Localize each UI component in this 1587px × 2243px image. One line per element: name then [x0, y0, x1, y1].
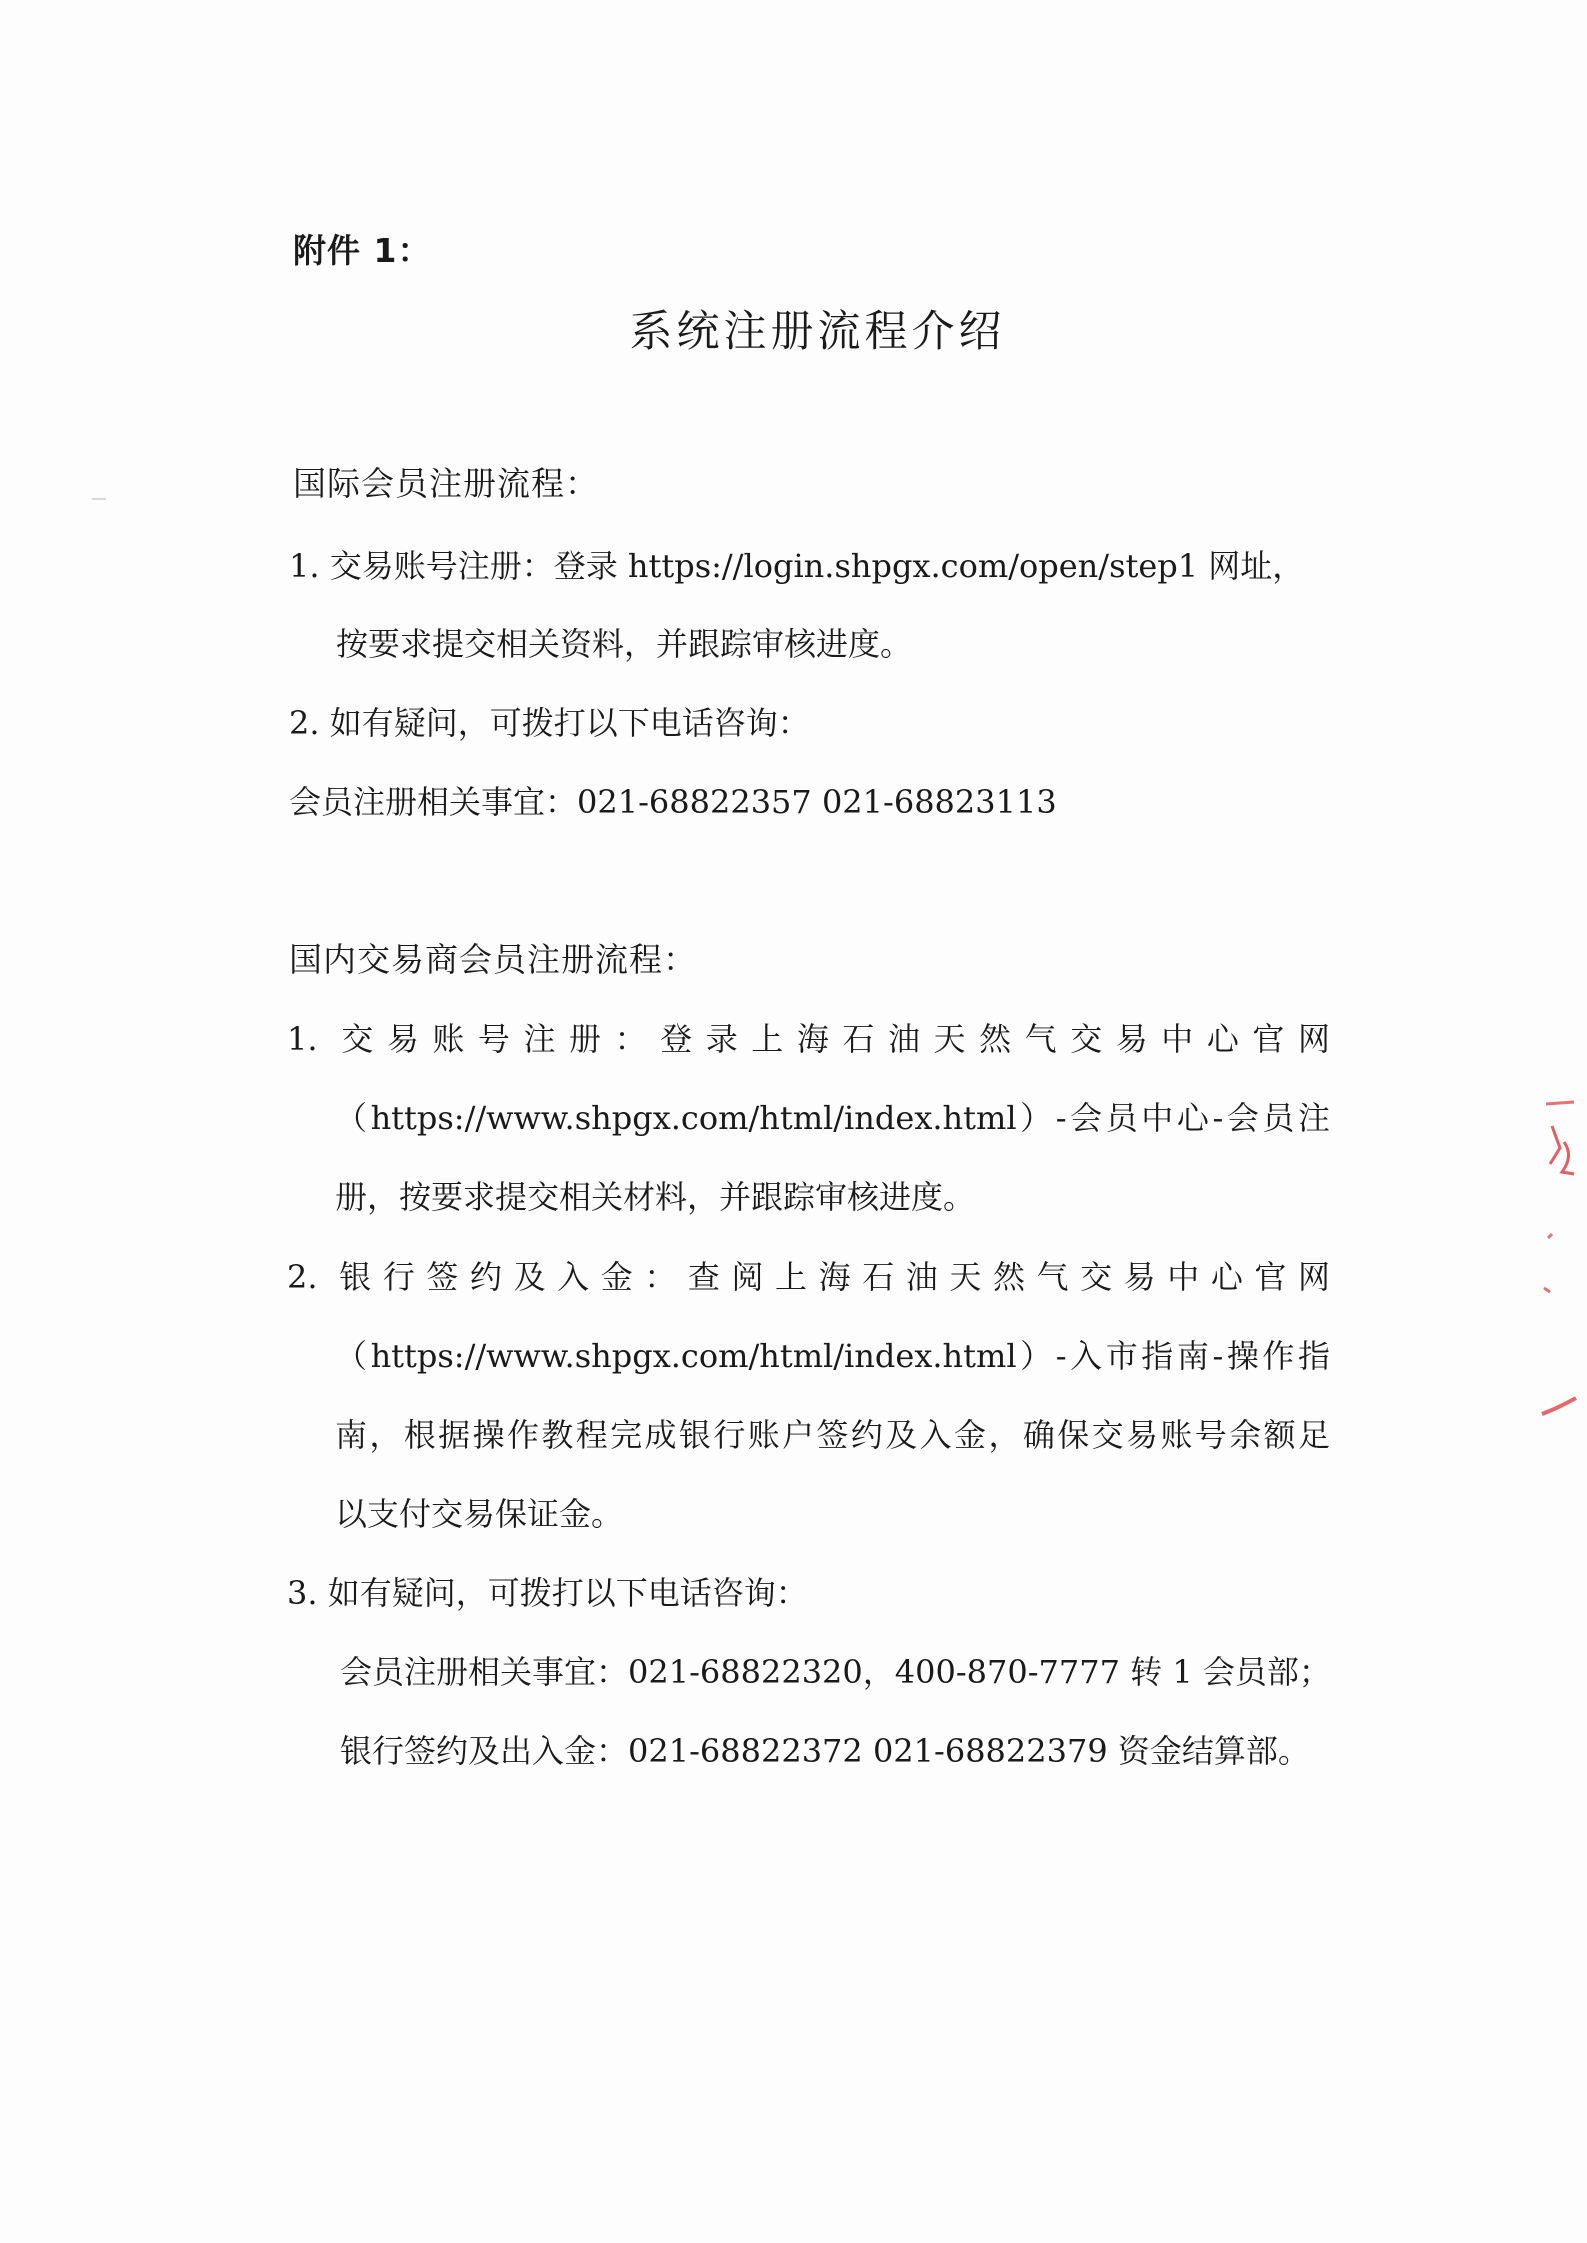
domestic-step2-line4: 以支付交易保证金。	[335, 1495, 624, 1533]
partial-seal-stamp	[1540, 1098, 1580, 1418]
domestic-step1-line1: 1. 交易账号注册：登录上海石油天然气交易中心官网	[287, 1020, 1330, 1058]
attachment-label: 附件 1：	[293, 231, 432, 270]
international-contact: 会员注册相关事宜：021-68822357 021-68823113	[289, 783, 1057, 821]
domestic-step2-line1: 2. 银行签约及入金：查阅上海石油天然气交易中心官网	[287, 1258, 1330, 1296]
domestic-step1-line3: 册，按要求提交相关材料，并跟踪审核进度。	[335, 1178, 976, 1216]
document-title: 系统注册流程介绍	[629, 307, 1006, 357]
international-heading: 国际会员注册流程：	[293, 464, 599, 503]
domestic-step1-line2: （https://www.shpgx.com/html/index.html）-会员中心-会员注	[335, 1099, 1330, 1137]
international-step1-line2: 按要求提交相关资料，并跟踪审核进度。	[336, 625, 913, 663]
domestic-step2-line2: （https://www.shpgx.com/html/index.html）-入市指南-操作指	[335, 1337, 1330, 1375]
domestic-step2-line3: 南，根据操作教程完成银行账户签约及入金，确保交易账号余额足	[335, 1416, 1330, 1454]
scan-artifact	[92, 498, 106, 500]
international-step2: 2. 如有疑问，可拨打以下电话咨询：	[289, 704, 810, 742]
domestic-heading: 国内交易商会员注册流程：	[289, 940, 697, 979]
international-step1-line1: 1. 交易账号注册：登录 https://login.shpgx.com/open/step1 网址，	[289, 547, 1305, 585]
domestic-contact2: 银行签约及出入金：021-68822372 021-68822379 资金结算部。	[340, 1732, 1310, 1770]
domestic-contact1: 会员注册相关事宜：021-68822320，400-870-7777 转 1 会员部；	[340, 1653, 1331, 1691]
domestic-step3: 3. 如有疑问，可拨打以下电话咨询：	[287, 1574, 808, 1612]
